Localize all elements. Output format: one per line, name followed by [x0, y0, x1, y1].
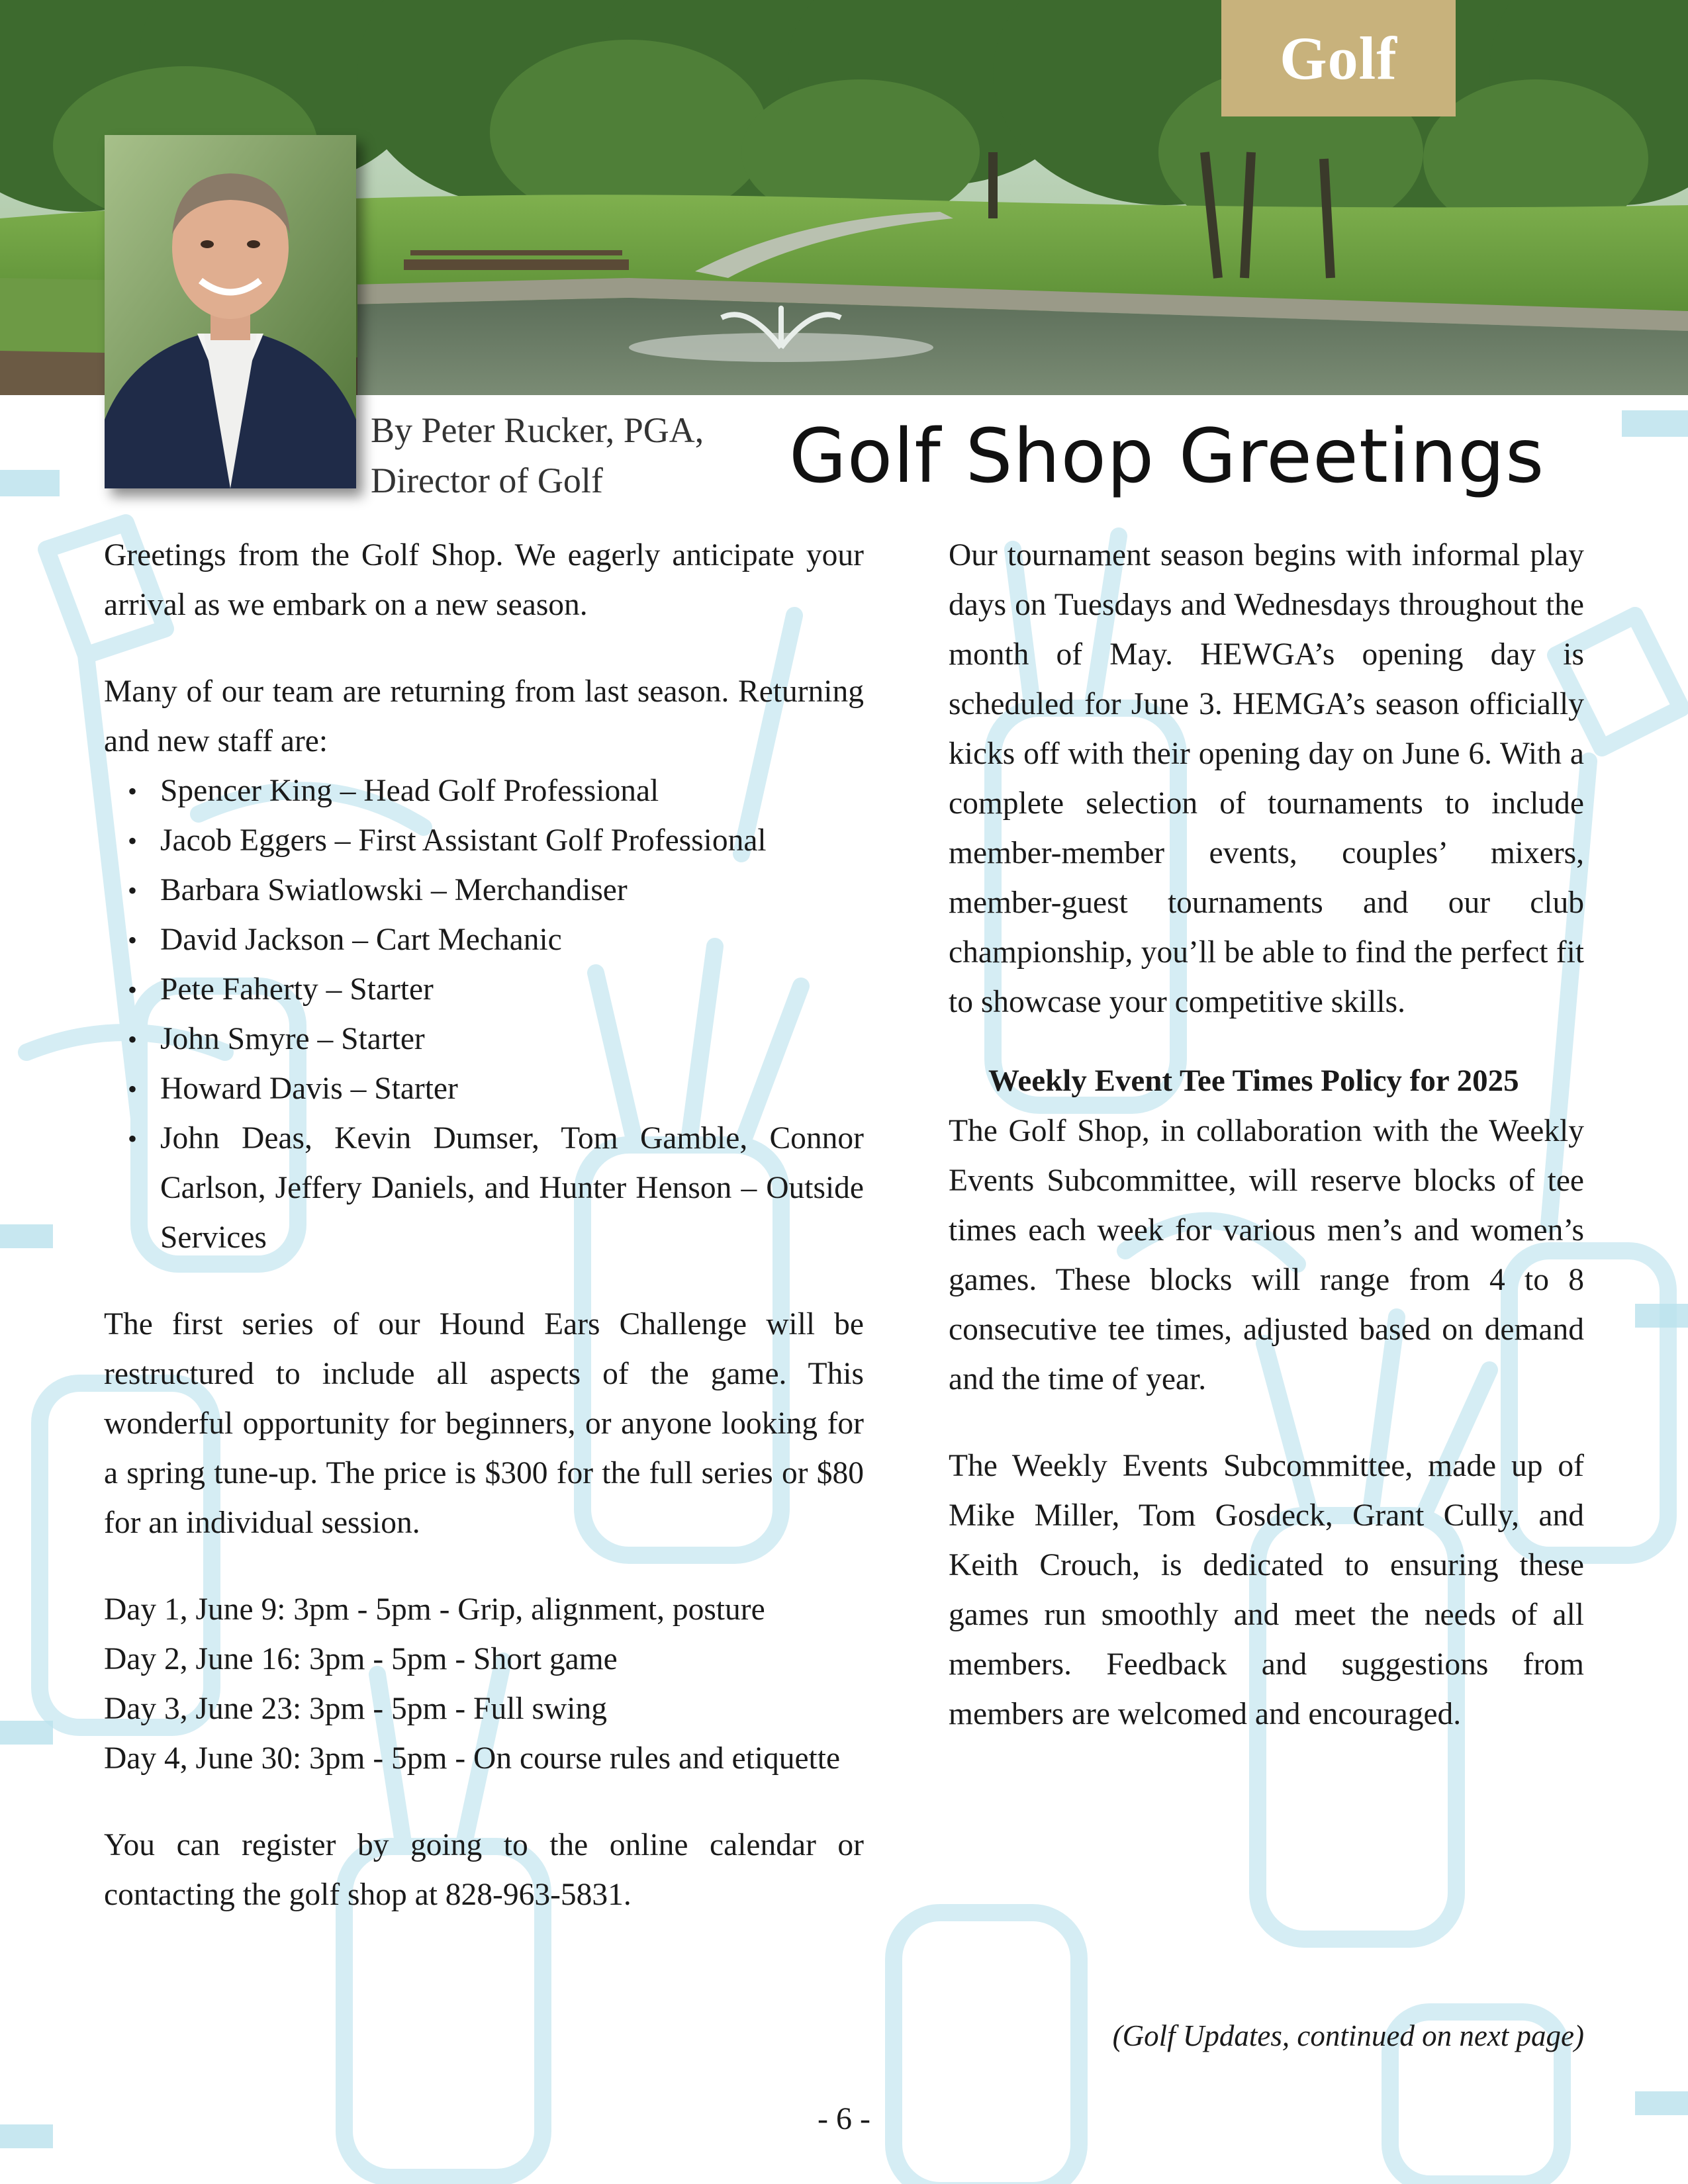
byline	[371, 405, 704, 506]
schedule-line: Day 4, June 30: 3pm - 5pm - On course rules and etiquette	[104, 1741, 841, 1776]
policy-paragraph: The Golf Shop, in collaboration with the Weekly Events Subcommittee, will reserve blocks of tee times each week for various men’s and women’s games. These blocks will range from 4 to 8 consecutive tee times, adjusted based on demand and the time of year.	[949, 1114, 1584, 1396]
author-photo	[105, 135, 356, 488]
section-tag-label: Golf	[1280, 24, 1397, 92]
section-tag	[1221, 0, 1456, 116]
page-title: Golf Shop Greetings	[789, 414, 1545, 500]
list-item: • Jacob Eggers – First Assistant Golf Professional	[160, 816, 864, 866]
staff-list	[104, 766, 864, 1263]
list-item: • Howard Davis – Starter	[160, 1064, 864, 1114]
register-paragraph: You can register by going to the online calendar or contacting the golf shop at 828-963-5831.	[104, 1828, 864, 1912]
list-item: • John Deas, Kevin Dumser, Tom Gamble, Connor Carlson, Jeffery Daniels, and Hunter Henson – Outside Services	[160, 1114, 864, 1263]
challenge-paragraph: The first series of our Hound Ears Challenge will be restructured to include all aspects of the game. This wonderful opportunity for beginners, or anyone looking for a spring tune-up. The price is $300 for the full series or $80 for an individual session.	[104, 1307, 864, 1540]
tournament-paragraph: Our tournament season begins with informal play days on Tuesdays and Wednesdays throughout the month of May. HEWGA’s opening day is scheduled for June 3. HEMGA’s season officially kicks off with their opening day on June 6. With a complete selection of tournaments to include member-member events, couples’ mixers, member-guest tournaments and our club championship, you’ll be able to find the perfect fit to showcase your competitive skills.	[949, 538, 1584, 1019]
list-item: • Barbara Swiatlowski – Merchandiser	[160, 866, 864, 915]
byline-author: By Peter Rucker, PGA,	[371, 410, 704, 450]
right-column	[949, 531, 1584, 1739]
intro-paragraph: Greetings from the Golf Shop. We eagerly anticipate your arrival as we embark on a new season.	[104, 538, 864, 622]
continued-note: (Golf Updates, continued on next page)	[1112, 2019, 1584, 2052]
schedule-line: Day 1, June 9: 3pm - 5pm - Grip, alignment, posture	[104, 1592, 765, 1627]
list-item: • Pete Faherty – Starter	[160, 965, 864, 1015]
schedule-line: Day 3, June 23: 3pm - 5pm - Full swing	[104, 1692, 607, 1726]
staff-intro-paragraph: Many of our team are returning from last season. Returning and new staff are:	[104, 674, 864, 758]
policy-heading: Weekly Event Tee Times Policy for 2025	[988, 1064, 1519, 1098]
schedule-list	[104, 1585, 864, 1784]
subcommittee-paragraph: The Weekly Events Subcommittee, made up of Mike Miller, Tom Gosdeck, Grant Cully, and Keith Crouch, is dedicated to ensuring these games run smoothly and meet the needs of all members. Feedback and suggestions from members are welcomed and encouraged.	[949, 1449, 1584, 1731]
byline-role: Director of Golf	[371, 461, 603, 500]
schedule-line: Day 2, June 16: 3pm - 5pm - Short game	[104, 1642, 618, 1676]
page-number: - 6 -	[818, 2101, 870, 2136]
left-column	[104, 531, 864, 1920]
list-item: • Spencer King – Head Golf Professional	[160, 766, 864, 816]
list-item: • David Jackson – Cart Mechanic	[160, 915, 864, 965]
list-item: • John Smyre – Starter	[160, 1015, 864, 1064]
